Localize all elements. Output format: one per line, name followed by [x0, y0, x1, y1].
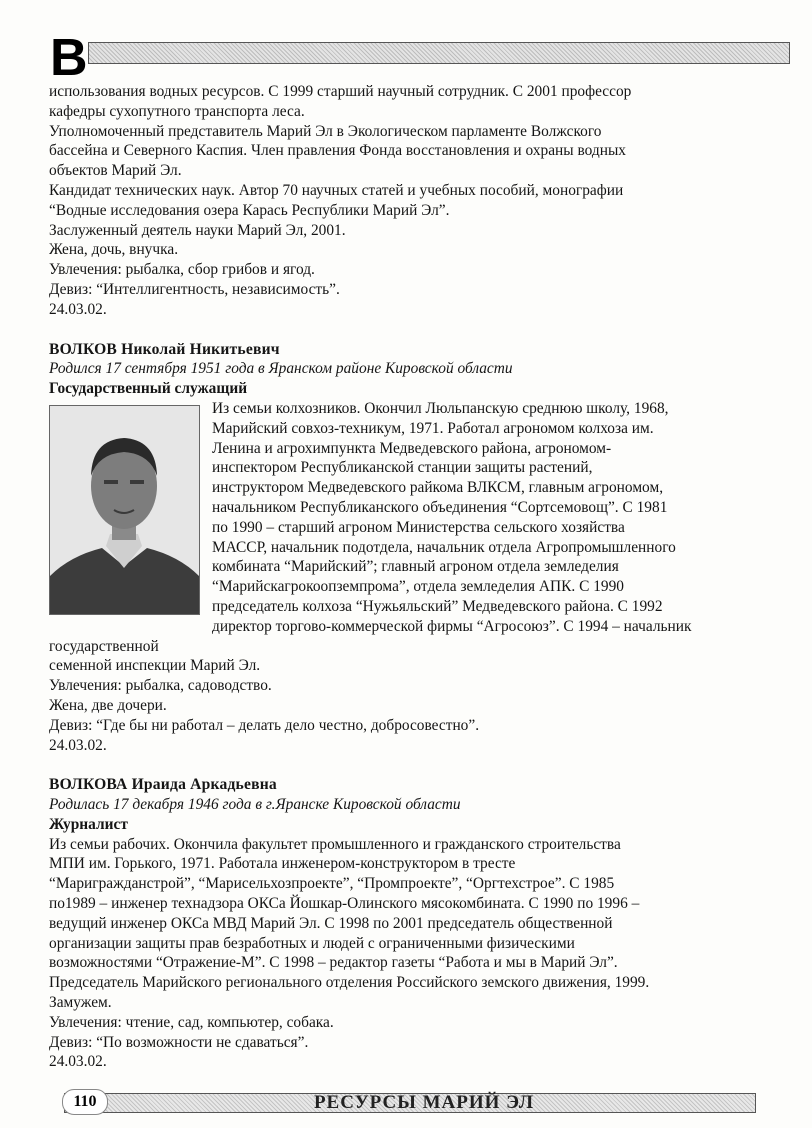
- text-line: 24.03.02.: [49, 300, 107, 318]
- text-line: ведущий инженер ОКСа МВД Марий Эл. С 1998 по 2001 председатель общественной: [49, 914, 613, 932]
- text-line: Увлечения: рыбалка, сбор грибов и ягод.: [49, 261, 315, 279]
- text-line: Уполномоченный представитель Марий Эл в Экологическом парламенте Волжского: [49, 122, 602, 140]
- text-line: Марийский совхоз-техникум, 1971. Работал агрономом колхоза им.: [212, 419, 654, 437]
- footer-title: РЕСУРСЫ МАРИЙ ЭЛ: [313, 1092, 535, 1113]
- text-line: МПИ им. Горького, 1971. Работала инженером-конструктором в тресте: [49, 855, 516, 873]
- page-content: [49, 82, 759, 1072]
- text-line: организации защиты прав безработных и людей с ограниченными физическими: [49, 934, 575, 952]
- entry-profession: Государственный служащий: [49, 380, 248, 398]
- page-footer: [44, 1086, 758, 1116]
- continuation-block: [49, 82, 759, 320]
- text-line: по 1990 – старший агроном Министерства сельского хозяйства: [212, 518, 625, 536]
- text-line: объектов Марий Эл.: [49, 162, 182, 180]
- text-line: директор торгово-коммерческой фирмы “Агросоюз”. С 1994 – начальник государственной: [49, 617, 692, 655]
- text-line: использования водных ресурсов. С 1999 старший научный сотрудник. С 2001 профессор: [49, 83, 632, 100]
- text-line: 24.03.02.: [49, 1053, 107, 1071]
- text-line: Увлечения: чтение, сад, компьютер, собака.: [49, 1013, 334, 1031]
- text-line: семенной инспекции Марий Эл.: [49, 657, 261, 675]
- text-line: председатель колхоза “Нужьяльский” Медведевского района. С 1992: [212, 597, 663, 615]
- text-line: МАССР, начальник подотдела, начальник отдела Агропромышленного: [212, 538, 676, 556]
- text-line: Девиз: “Интеллигентность, независимость”.: [49, 280, 340, 298]
- text-line: “Водные исследования озера Карась Республики Марий Эл”.: [49, 201, 450, 219]
- spacer: [49, 320, 759, 340]
- page-number: 110: [62, 1089, 108, 1115]
- entry-name: ВОЛКОВА Ираида Аркадьевна: [49, 776, 277, 794]
- text-line: 24.03.02.: [49, 736, 107, 754]
- text-line: комбината “Марийский”; главный агроном отдела земледелия: [212, 558, 619, 576]
- text-line: Девиз: “Где бы ни работал – делать дело честно, добросовестно”.: [49, 716, 480, 734]
- text-line: начальником Республиканского объединения “Сортсемовощ”. С 1981: [212, 498, 668, 516]
- text-line: Кандидат технических наук. Автор 70 научных статей и учебных пособий, монографии: [49, 181, 624, 199]
- text-line: Из семьи рабочих. Окончила факультет промышленного и гражданского строительства: [49, 835, 621, 853]
- section-letter: В: [50, 29, 88, 87]
- text-line: “Маригражданстрой”, “Марисельхозпроекте”, “Промпроекте”, “Оргтехстрое”. С 1985: [49, 875, 615, 893]
- entry-birth: Родился 17 сентября 1951 года в Яранском районе Кировской области: [49, 360, 513, 378]
- text-line: бассейна и Северного Каспия. Член правления Фонда восстановления и охраны водных: [49, 142, 626, 160]
- entry-volkov: [49, 340, 759, 756]
- text-line: Заслуженный деятель науки Марий Эл, 2001.: [49, 221, 346, 239]
- text-line: Председатель Марийского регионального отделения Российского земского движения, 1999.: [49, 974, 650, 992]
- text-line: Из семьи колхозников. Окончил Люльпанскую среднюю школу, 1968,: [212, 399, 669, 417]
- entry-profession: Журналист: [49, 815, 128, 833]
- header-bar: [88, 42, 790, 64]
- text-line: “Марийскагрокоопземпрома”, отдела земледелия АПК. С 1990: [212, 578, 625, 596]
- text-line: Жена, дочь, внучка.: [49, 241, 179, 259]
- entry-name: ВОЛКОВ Николай Никитьевич: [49, 340, 280, 358]
- text-line: Ленина и агрохимпункта Медведевского района, агрономом-: [212, 439, 612, 457]
- entry-volkova: [49, 775, 759, 1072]
- text-line: возможностями “Отражение-М”. С 1998 – редактор газеты “Работа и мы в Марий Эл”.: [49, 954, 618, 972]
- page-header: [48, 29, 792, 87]
- text-line: Замужем.: [49, 994, 112, 1012]
- text-line: Девиз: “По возможности не сдаваться”.: [49, 1033, 309, 1051]
- text-line: кафедры сухопутного транспорта леса.: [49, 102, 305, 120]
- text-line: Жена, две дочери.: [49, 696, 167, 714]
- text-line: по1989 – инженер технадзора ОКСа Йошкар-Олинского мясокомбината. С 1990 по 1996 –: [49, 895, 640, 913]
- text-line: Увлечения: рыбалка, садоводство.: [49, 677, 272, 695]
- entry-birth: Родилась 17 декабря 1946 года в г.Яранске Кировской области: [49, 796, 461, 814]
- portrait-photo: [49, 405, 200, 615]
- text-line: инспектором Республиканской станции защиты растений,: [212, 459, 593, 477]
- text-line: инструктором Медведевского райкома ВЛКСМ, главным агрономом,: [212, 479, 664, 497]
- spacer: [49, 755, 759, 775]
